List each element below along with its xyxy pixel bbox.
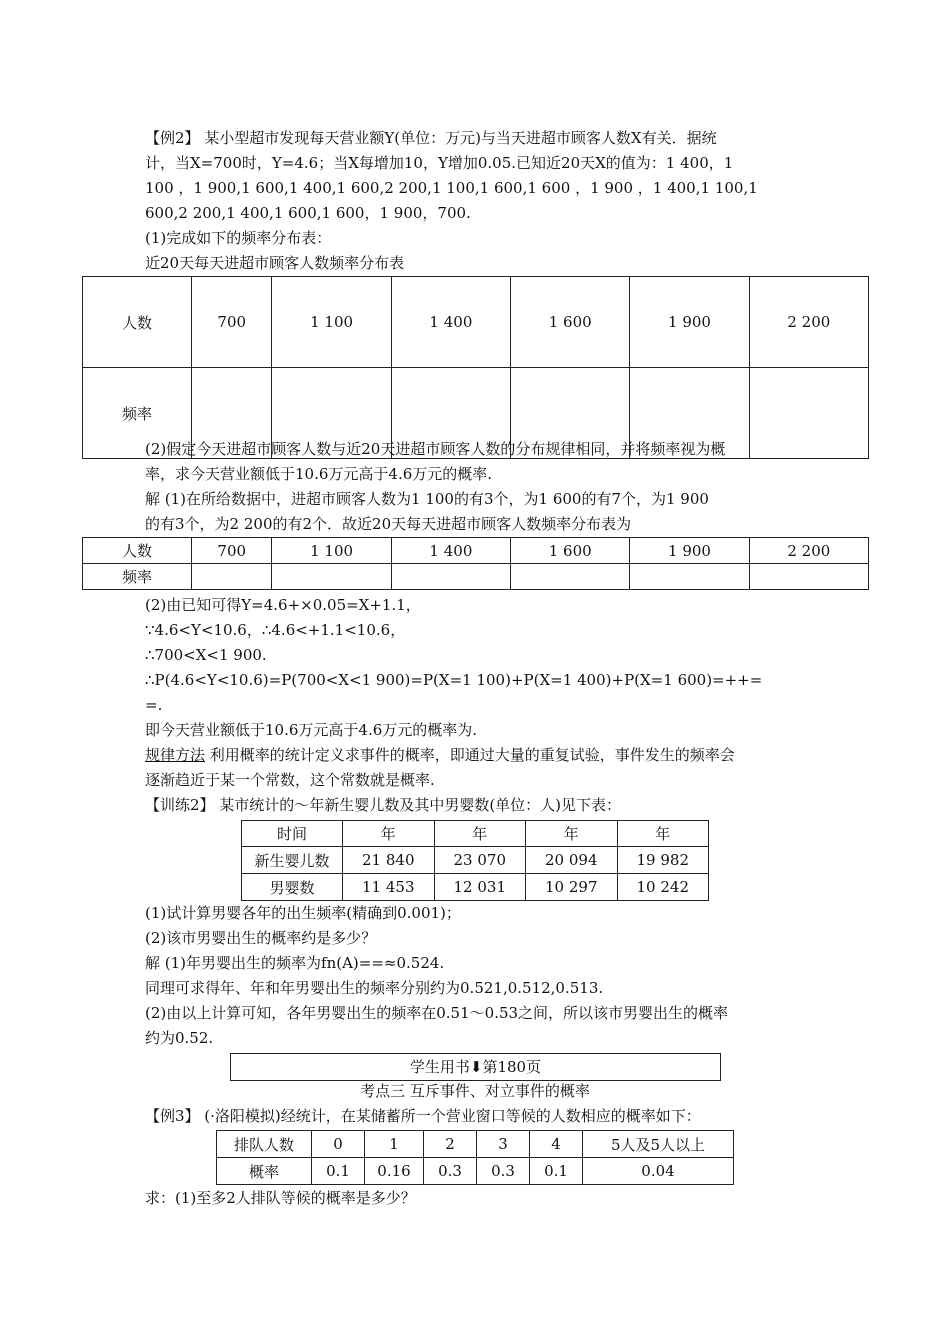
- table-row: [217, 1158, 734, 1185]
- table-cell: 频率: [83, 368, 192, 459]
- table-cell: 1 900: [630, 277, 749, 368]
- table-cell: 年: [434, 821, 526, 847]
- training2-solution1: 解 (1)年男婴出生的频率为fn(A)==≈0.524.: [145, 954, 445, 972]
- table-cell: 人数: [83, 277, 192, 368]
- table-cell: 2 200: [749, 277, 868, 368]
- banner-label: 学生用书: [409, 1058, 470, 1076]
- table-cell: 年: [617, 821, 709, 847]
- example2-question2-line1: (2)假定今天进超市顾客人数与近20天进超市顾客人数的分布规律相同，并将频率视为概: [145, 440, 726, 458]
- example2-line1: 【例2】 某小型超市发现每天营业额Y(单位：万元)与当天进超市顾客人数X有关．据统: [145, 129, 717, 147]
- table-row: [242, 874, 709, 901]
- down-arrow-icon: ⬇: [469, 1058, 483, 1076]
- frequency-table-small: [82, 537, 869, 590]
- table-row: [83, 538, 869, 564]
- table-cell: 0.04: [583, 1158, 734, 1185]
- table-row: [83, 564, 869, 590]
- births-table: [241, 820, 709, 901]
- solution2-line5: =.: [145, 696, 163, 714]
- table-cell: 0.1: [530, 1158, 583, 1185]
- table-cell: 12 031: [434, 874, 526, 901]
- example2-line4: 600,2 200,1 400,1 600,1 600，1 900，700.: [145, 204, 471, 222]
- table-cell: 0.1: [312, 1158, 365, 1185]
- table-row: [242, 847, 709, 874]
- page-reference-banner: [230, 1053, 721, 1081]
- training2-question1: (1)试计算男婴各年的出生频率(精确到0.001)；: [145, 904, 461, 922]
- solution2-line4: ∴P(4.6<Y<10.6)=P(700<X<1 900)=P(X=1 100)+P(X=1 400)+P(X=1 600)=++=: [145, 671, 763, 689]
- table-row: [83, 277, 869, 368]
- training2-title: 【训练2】 某市统计的～年新生婴儿数及其中男婴数(单位：人)见下表：: [145, 796, 622, 814]
- method-line2: 逐渐趋近于某一个常数，这个常数就是概率.: [145, 771, 435, 789]
- table-cell: 1 100: [272, 538, 391, 564]
- table-cell: [192, 564, 272, 590]
- table-cell: [511, 564, 630, 590]
- table-cell: 700: [192, 277, 272, 368]
- table-cell: [272, 564, 391, 590]
- table-row: [242, 821, 709, 847]
- example2-line2: 计，当X=700时，Y=4.6；当X每增加10，Y增加0.05.已知近20天X的值为：1 400，1: [145, 154, 734, 172]
- table-cell: 时间: [242, 821, 343, 847]
- solution1-line2: 的有3个，为2 200的有2个．故近20天每天进超市顾客人数频率分布表为: [145, 515, 632, 533]
- table-cell: 人数: [83, 538, 192, 564]
- table-cell: 年: [343, 821, 435, 847]
- table-cell: 0.3: [477, 1158, 530, 1185]
- table-cell: 10 242: [617, 874, 709, 901]
- training2-solution4: 约为0.52.: [145, 1029, 214, 1047]
- table-cell: 频率: [83, 564, 192, 590]
- method-text: 利用概率的统计定义求事件的概率，即通过大量的重复试验，事件发生的频率会: [205, 746, 735, 764]
- table-cell: 1 900: [630, 538, 749, 564]
- solution2-line6: 即今天营业额低于10.6万元高于4.6万元的概率为.: [145, 721, 478, 739]
- table-cell: 20 094: [526, 847, 618, 874]
- table-cell: 排队人数: [217, 1131, 312, 1158]
- example2-line3: 100 ，1 900,1 600,1 400,1 600,2 200,1 100,1 600,1 600 ，1 900 ，1 400,1 100,1: [145, 179, 758, 197]
- example2-question1: (1)完成如下的频率分布表：: [145, 229, 332, 247]
- table-cell: 0.3: [424, 1158, 477, 1185]
- table-cell: 3: [477, 1131, 530, 1158]
- section3-title: 考点三 互斥事件、对立事件的概率: [360, 1082, 590, 1100]
- table-cell: 1: [365, 1131, 424, 1158]
- table-cell: 0.16: [365, 1158, 424, 1185]
- table-cell: 2 200: [749, 538, 868, 564]
- example3-title: 【例3】 (·洛阳模拟)经统计，在某储蓄所一个营业窗口等候的人数相应的概率如下：: [145, 1107, 701, 1125]
- table-cell: 1 600: [511, 538, 630, 564]
- queue-probability-table: [216, 1130, 734, 1185]
- table-cell: 2: [424, 1131, 477, 1158]
- table-cell: [749, 368, 868, 459]
- table-cell: 10 297: [526, 874, 618, 901]
- table-cell: 19 982: [617, 847, 709, 874]
- table-cell: 年: [526, 821, 618, 847]
- table-cell: [630, 564, 749, 590]
- table-cell: 700: [192, 538, 272, 564]
- method-label: 规律方法: [145, 746, 206, 764]
- training2-solution2: 同理可求得年、年和年男婴出生的频率分别约为0.521,0.512,0.513.: [145, 979, 604, 997]
- example2-question2-line2: 率，求今天营业额低于10.6万元高于4.6万元的概率.: [145, 465, 493, 483]
- table-cell: 1 600: [511, 277, 630, 368]
- table-cell: 1 400: [391, 277, 510, 368]
- frequency-table-blank: [82, 276, 869, 459]
- banner-content: [231, 1054, 720, 1080]
- solution2-line3: ∴700<X<1 900.: [145, 646, 267, 664]
- table-cell: 23 070: [434, 847, 526, 874]
- table-cell: 11 453: [343, 874, 435, 901]
- table-cell: 4: [530, 1131, 583, 1158]
- solution2-line2: ∵4.6<Y<10.6，∴4.6<+1.1<10.6，: [145, 621, 406, 639]
- solution1-line1: 解 (1)在所给数据中，进超市顾客人数为1 100的有3个，为1 600的有7个，为1 900: [145, 490, 709, 508]
- table-cell: 21 840: [343, 847, 435, 874]
- table-cell: 1 400: [391, 538, 510, 564]
- training2-solution3: (2)由以上计算可知，各年男婴出生的频率在0.51～0.53之间，所以该市男婴出生的概率: [145, 1004, 729, 1022]
- training2-question2: (2)该市男婴出生的概率约是多少？: [145, 929, 377, 947]
- table-cell: [749, 564, 868, 590]
- table-cell: 概率: [217, 1158, 312, 1185]
- table-cell: [391, 564, 510, 590]
- solution2-line1: (2)由已知可得Y=4.6+×0.05=X+1.1，: [145, 596, 421, 614]
- table-row: [217, 1131, 734, 1158]
- table-caption: 近20天每天进超市顾客人数频率分布表: [145, 254, 405, 272]
- table-cell: 0: [312, 1131, 365, 1158]
- example3-question1: 求：(1)至多2人排队等候的概率是多少？: [145, 1189, 416, 1207]
- banner-page: 第180页: [482, 1058, 542, 1076]
- table-cell: 1 100: [272, 277, 391, 368]
- table-cell: 5人及5人以上: [583, 1131, 734, 1158]
- table-cell: 男婴数: [242, 874, 343, 901]
- table-cell: 新生婴儿数: [242, 847, 343, 874]
- method-line1: [145, 742, 735, 768]
